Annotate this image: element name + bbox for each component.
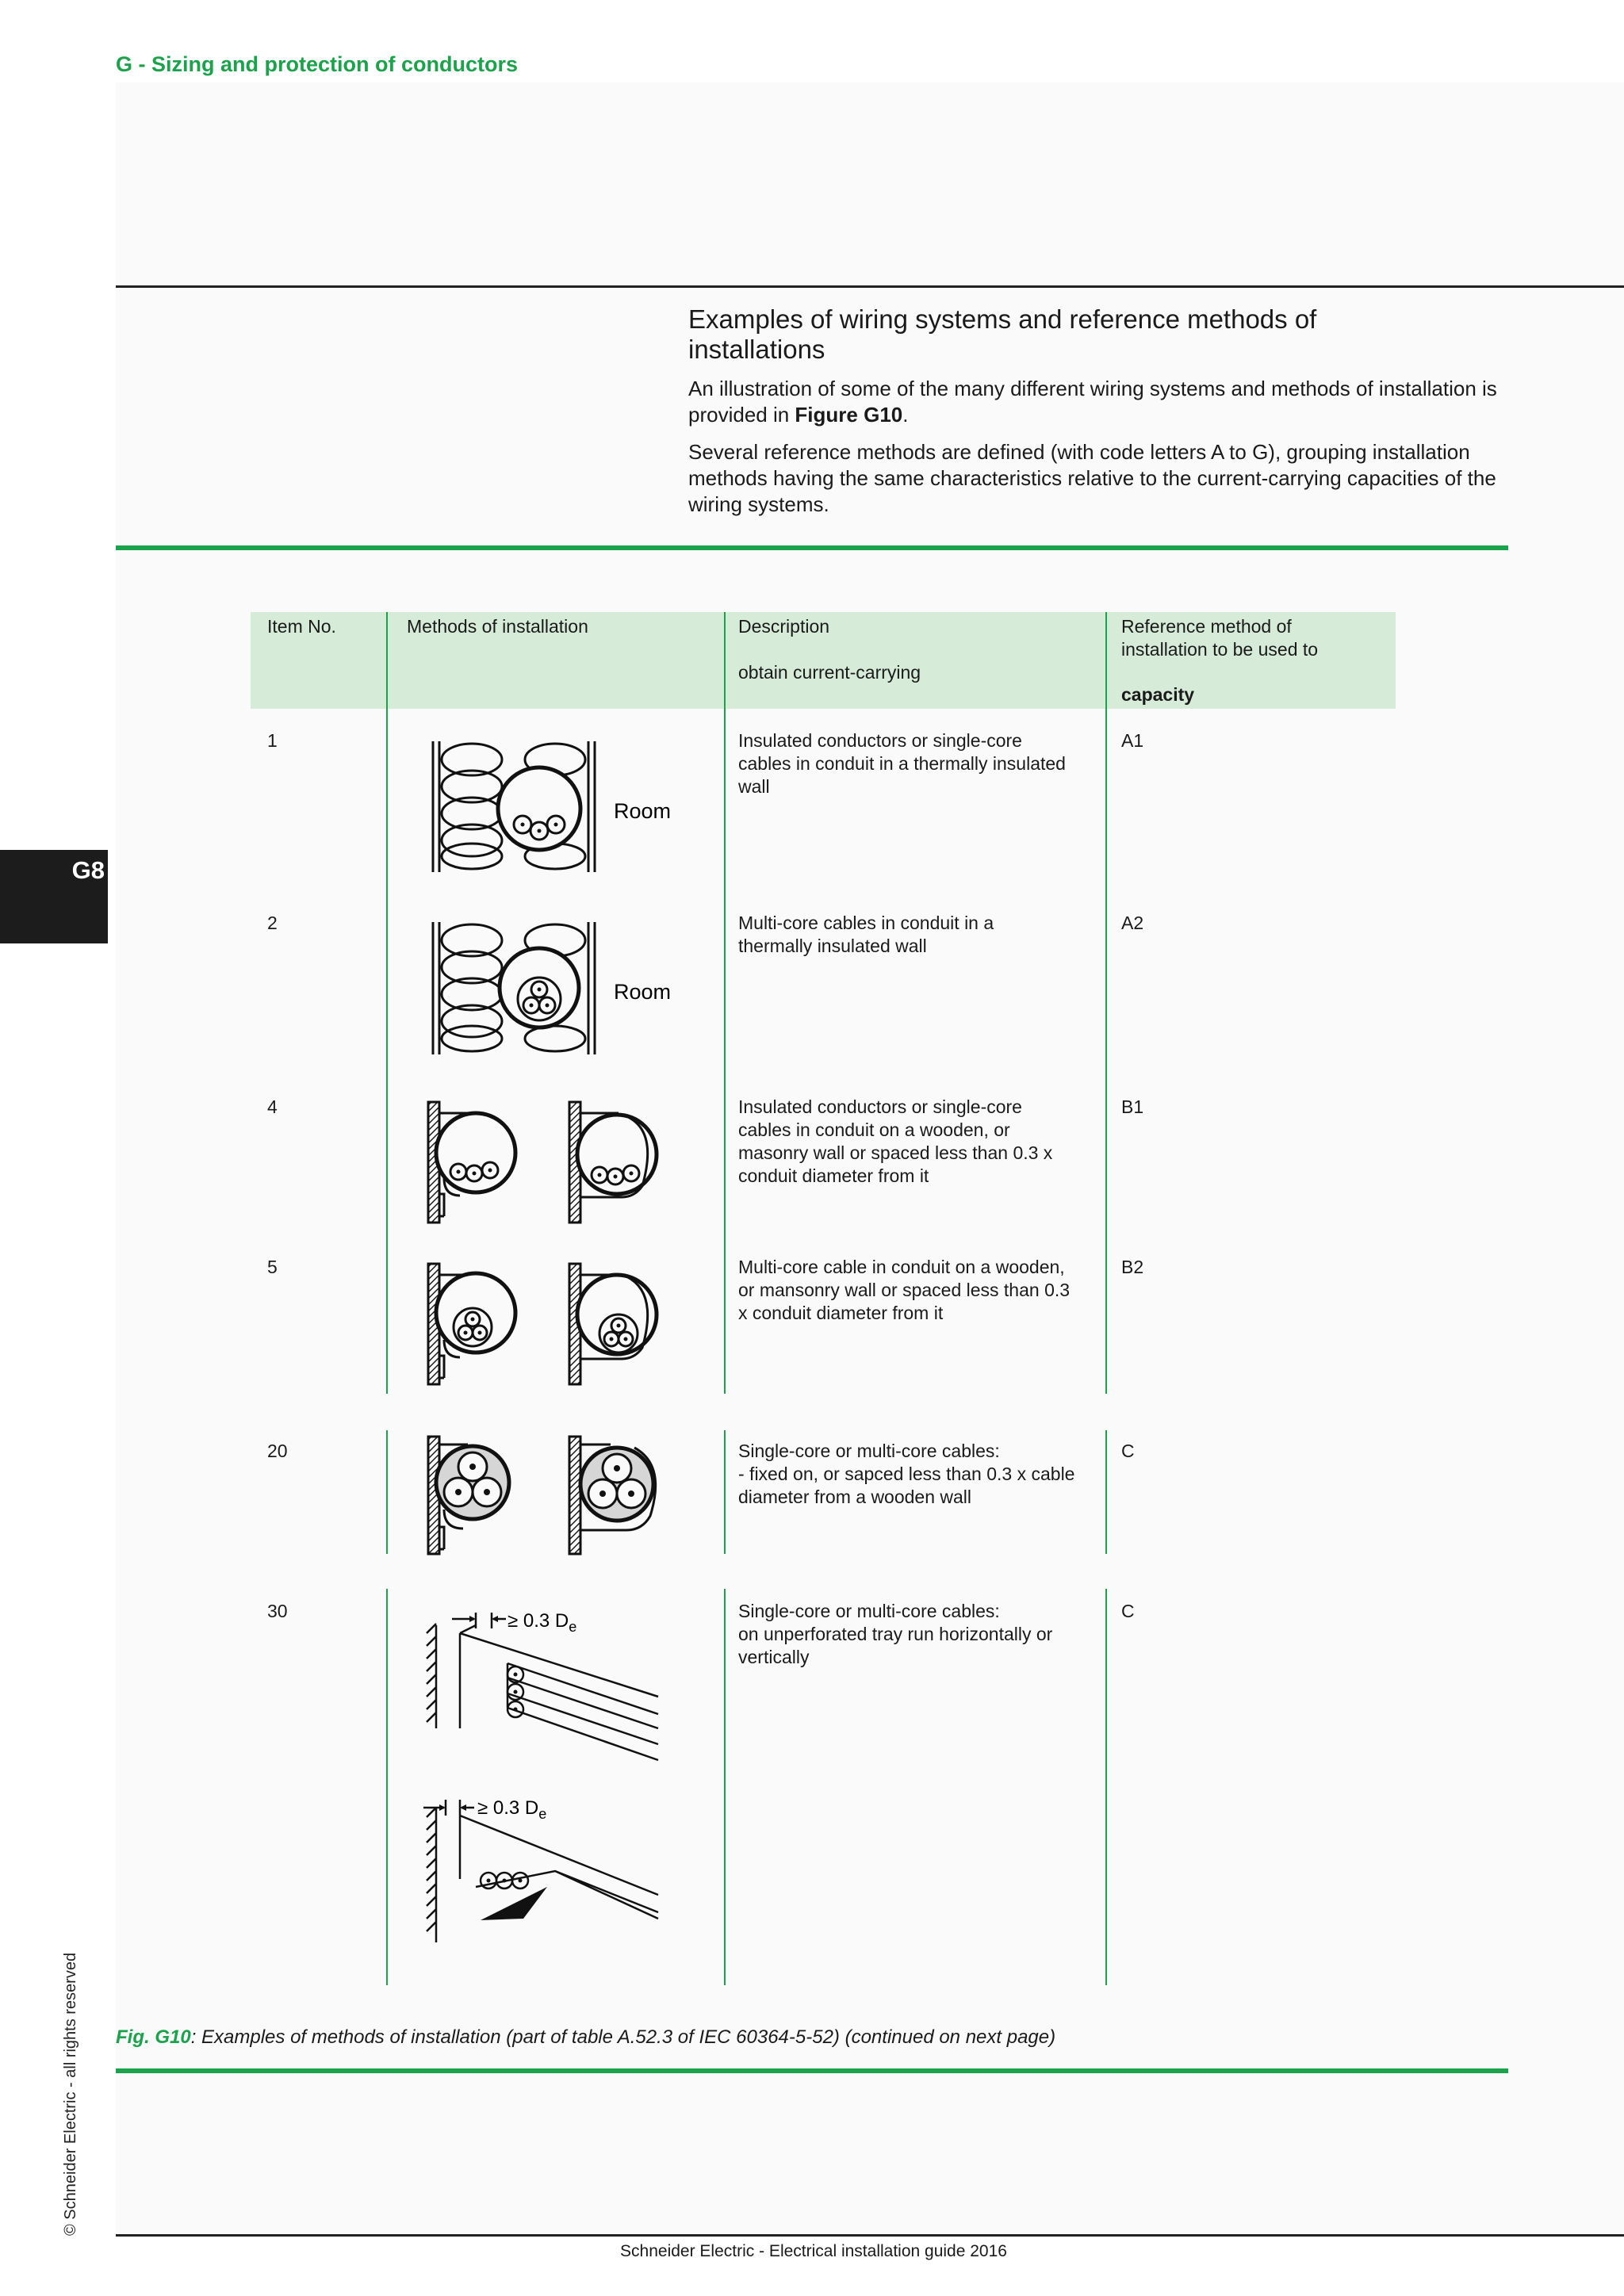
intro-p1-text: An illustration of some of the many different wiring systems and methods of installation is provided in	[688, 377, 1497, 427]
upper-dimension-label: ≥ 0.3 $D_e$	[508, 1610, 577, 1635]
caption-text: : Examples of methods of installation (part of table A.52.3 of IEC 60364-5-52) (continued on next page)	[190, 2026, 1056, 2048]
column-divider-3	[1105, 612, 1107, 1985]
row-2-item: 2	[267, 913, 278, 933]
row-4-item: 4	[267, 1096, 278, 1117]
column-divider-2	[724, 612, 726, 1985]
top-rule	[116, 285, 1624, 288]
row-1-figure-label: Room	[614, 799, 672, 823]
row-20-figure	[396, 1433, 698, 1560]
row-5-reference: B2	[1121, 1257, 1144, 1277]
header-description-sub: obtain current-carrying	[738, 662, 921, 683]
row-20-description: Single-core or multi-core cables: - fixed on, or sapced less than 0.3 x cable diameter from a wooden wall	[738, 1441, 1075, 1507]
footer-text: Schneider Electric - Electrical installation guide 2016	[620, 2242, 1007, 2260]
footer-rule	[116, 2234, 1624, 2237]
row-2-figure-label: Room	[614, 980, 672, 1004]
row-2-description: Multi-core cables in conduit in a thermally insulated wall	[738, 913, 994, 956]
green-rule-lower	[116, 2068, 1508, 2073]
row-1-description: Insulated conductors or single-core cables in conduit in a thermally insulated wall	[738, 730, 1066, 797]
footer	[0, 2242, 1624, 2261]
row-2-figure	[396, 918, 698, 1061]
page-tab-label: G8	[71, 856, 105, 884]
intro-heading: Examples of wiring systems and reference methods of installations	[688, 304, 1317, 364]
intro-paragraph-2: Several reference methods are defined (with code letters A to G), grouping installation methods having the same characteristics relative to the current-carrying capacities of the wiring systems.	[688, 440, 1496, 516]
header-reference-bold: capacity	[1121, 684, 1195, 705]
caption-label: Fig. G10	[116, 2026, 191, 2048]
intro-p1-end: .	[902, 403, 909, 427]
section-title: G - Sizing and protection of conductors	[116, 52, 518, 76]
intro-paragraph-1	[688, 376, 1521, 428]
row-gap-1	[381, 1394, 1126, 1430]
lower-dimension-label: ≥ 0.3 $D_e$	[477, 1797, 547, 1822]
figure-reference: Figure G10	[795, 403, 903, 427]
row-20-item: 20	[267, 1441, 288, 1461]
page-tab	[0, 850, 108, 943]
row-1-item: 1	[267, 730, 278, 751]
copyright-notice: © Schneider Electric - all rights reserved	[62, 1952, 79, 2236]
row-30-item: 30	[267, 1601, 288, 1621]
row-30-reference: C	[1121, 1601, 1135, 1621]
row-5-figure	[396, 1261, 698, 1387]
row-5-item: 5	[267, 1257, 278, 1277]
row-4-figure	[396, 1099, 698, 1226]
header-reference: Reference method of installation to be used to	[1121, 616, 1319, 660]
header-item: Item No.	[267, 616, 336, 637]
row-2-reference: A2	[1121, 913, 1144, 933]
row-1-reference: A1	[1121, 730, 1144, 751]
row-4-description: Insulated conductors or single-core cables in conduit on a wooden, or masonry wall or spaced less than 0.3 x conduit diameter from it	[738, 1096, 1053, 1186]
header-description: Description	[738, 616, 830, 637]
column-divider-1	[386, 612, 388, 1985]
row-1-figure	[396, 737, 698, 880]
header-method: Methods of installation	[407, 616, 588, 637]
figure-caption	[116, 2026, 1055, 2049]
green-rule-upper	[116, 545, 1508, 550]
row-5-description: Multi-core cable in conduit on a wooden, or mansonry wall or spaced less than 0.3 x conduit diameter from it	[738, 1257, 1071, 1323]
row-4-reference: B1	[1121, 1096, 1144, 1117]
row-30-figure	[396, 1601, 698, 1966]
intro-block	[688, 304, 1521, 529]
row-30-description: Single-core or multi-core cables: on unperforated tray run horizontally or vertically	[738, 1601, 1053, 1667]
row-20-reference: C	[1121, 1441, 1135, 1461]
